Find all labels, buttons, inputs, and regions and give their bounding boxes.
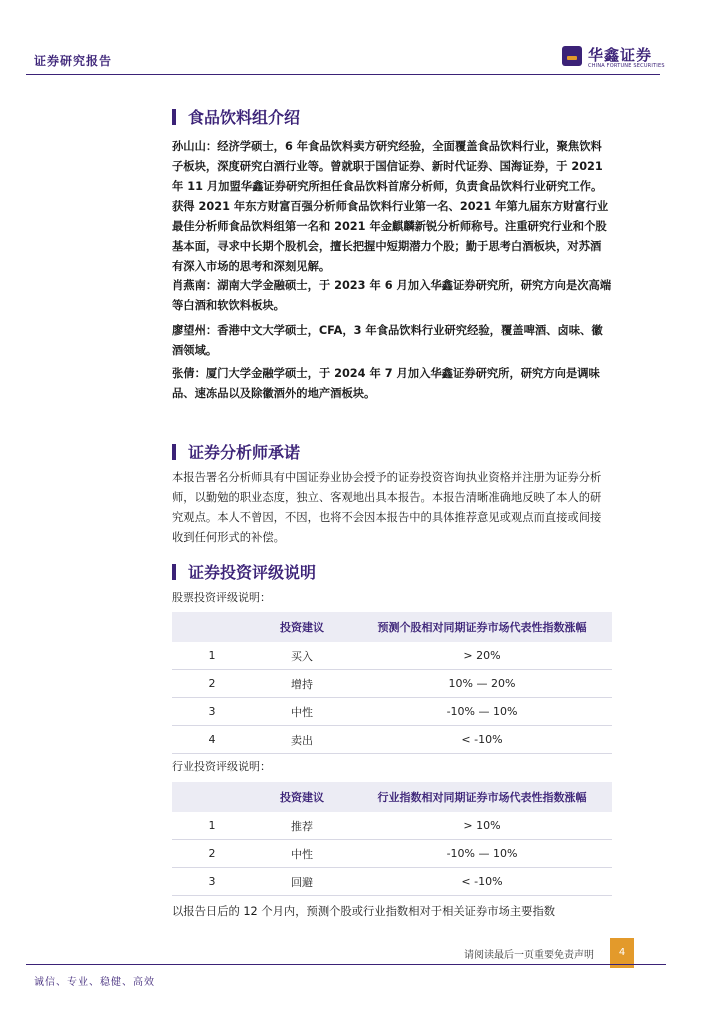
table-row	[172, 840, 612, 868]
table-cell: 3	[172, 868, 252, 896]
bio-zhang: 张倩：厦门大学金融学硕士，于 2024 年 7 月加入华鑫证券研究所，研究方向是调味品、速冻品以及除徽酒外的地产酒板块。	[172, 367, 600, 400]
table-cell: > 20%	[352, 642, 612, 670]
table-cell: -10% — 10%	[352, 698, 612, 726]
table-cell: 中性	[252, 698, 352, 726]
heading-bar-icon	[172, 109, 176, 125]
logo-english-name: CHINA FORTUNE SECURITIES	[588, 63, 665, 69]
table-cell: 2	[172, 840, 252, 868]
table-row	[172, 726, 612, 754]
table-header-cell: 预测个股相对同期证券市场代表性指数涨幅	[352, 612, 612, 642]
heading-bar-icon	[172, 564, 176, 580]
table-cell: 1	[172, 642, 252, 670]
rating-section-heading: 证券投资评级说明	[172, 560, 316, 583]
table-header-cell	[172, 782, 252, 812]
table-cell: < -10%	[352, 726, 612, 754]
table-header-row	[172, 782, 612, 812]
report-type-title: 证券研究报告	[34, 54, 113, 68]
table-cell: 买入	[252, 642, 352, 670]
disclaimer-link: 请阅读最后一页重要免责声明	[464, 950, 594, 961]
table-cell: 推荐	[252, 812, 352, 840]
logo-chinese-name: 华鑫证券	[588, 46, 653, 64]
bio-liao: 廖望州：香港中文大学硕士，CFA，3 年食品饮料行业研究经验，覆盖啤酒、卤味、徽酒领域。	[172, 324, 603, 357]
table-row	[172, 868, 612, 896]
table-cell: < -10%	[352, 868, 612, 896]
table-header-cell: 行业指数相对同期证券市场代表性指数涨幅	[352, 782, 612, 812]
logo-mark-icon	[562, 46, 582, 66]
industry-rating-table	[172, 782, 612, 896]
company-motto: 诚信、专业、稳健、高效	[34, 977, 155, 988]
table-cell: -10% — 10%	[352, 840, 612, 868]
table-header-cell	[172, 612, 252, 642]
table-cell: 回避	[252, 868, 352, 896]
table-row	[172, 812, 612, 840]
table-row	[172, 670, 612, 698]
table-cell: 2	[172, 670, 252, 698]
team-section-heading: 食品饮料组介绍	[172, 105, 300, 128]
rating-note: 以报告日后的 12 个月内，预测个股或行业指数相对于相关证券市场主要指数	[172, 905, 556, 918]
table-row	[172, 698, 612, 726]
bio-xiao: 肖燕南：湖南大学金融硕士，于 2023 年 6 月加入华鑫证券研究所，研究方向是次高端等白酒和软饮料板块。	[172, 279, 612, 312]
table-cell: 1	[172, 812, 252, 840]
table-cell: 10% — 20%	[352, 670, 612, 698]
table-cell: 3	[172, 698, 252, 726]
bio-sun: 孙山山：经济学硕士，6 年食品饮料卖方研究经验，全面覆盖食品饮料行业，聚焦饮料子板块，深度研究白酒行业等。曾就职于国信证券、新时代证券、国海证券，于 2021 年 11 月加盟华鑫证券研究所担任食品饮料首席分析师，负责食品饮料行业研究工作。获得 2021 年东方财富百强分析师食品饮料行业第一名、2021 年第九届东方财富行业最佳分析师食品饮料组第一名和 2021 年金麒麟新锐分析师称号。注重研究行业和个股基本面，寻求中长期个股机会，擅长把握中短期潜力个股；勤于思考白酒板块，对苏酒有深入市场的思考和深刻见解。	[172, 140, 609, 273]
stock-rating-table	[172, 612, 612, 754]
table-header-cell: 投资建议	[252, 612, 352, 642]
table-header-cell: 投资建议	[252, 782, 352, 812]
table-cell: 卖出	[252, 726, 352, 754]
heading-bar-icon	[172, 444, 176, 460]
company-logo	[562, 44, 666, 72]
commitment-text: 本报告署名分析师具有中国证券业协会授予的证券投资咨询执业资格并注册为证券分析师，以勤勉的职业态度，独立、客观地出具本报告。本报告清晰准确地反映了本人的研究观点。本人不曾因，不因，也将不会因本报告中的具体推荐意见或观点而直接或间接收到任何形式的补偿。	[172, 471, 602, 544]
industry-rating-label: 行业投资评级说明：	[172, 760, 271, 773]
footer-divider	[26, 964, 666, 965]
table-row	[172, 642, 612, 670]
table-cell: 4	[172, 726, 252, 754]
header-divider	[26, 74, 660, 75]
commitment-section-heading: 证券分析师承诺	[172, 440, 300, 463]
table-cell: 增持	[252, 670, 352, 698]
stock-rating-label: 股票投资评级说明：	[172, 591, 271, 604]
table-cell: > 10%	[352, 812, 612, 840]
page-number: 4	[610, 938, 634, 968]
table-header-row	[172, 612, 612, 642]
table-cell: 中性	[252, 840, 352, 868]
